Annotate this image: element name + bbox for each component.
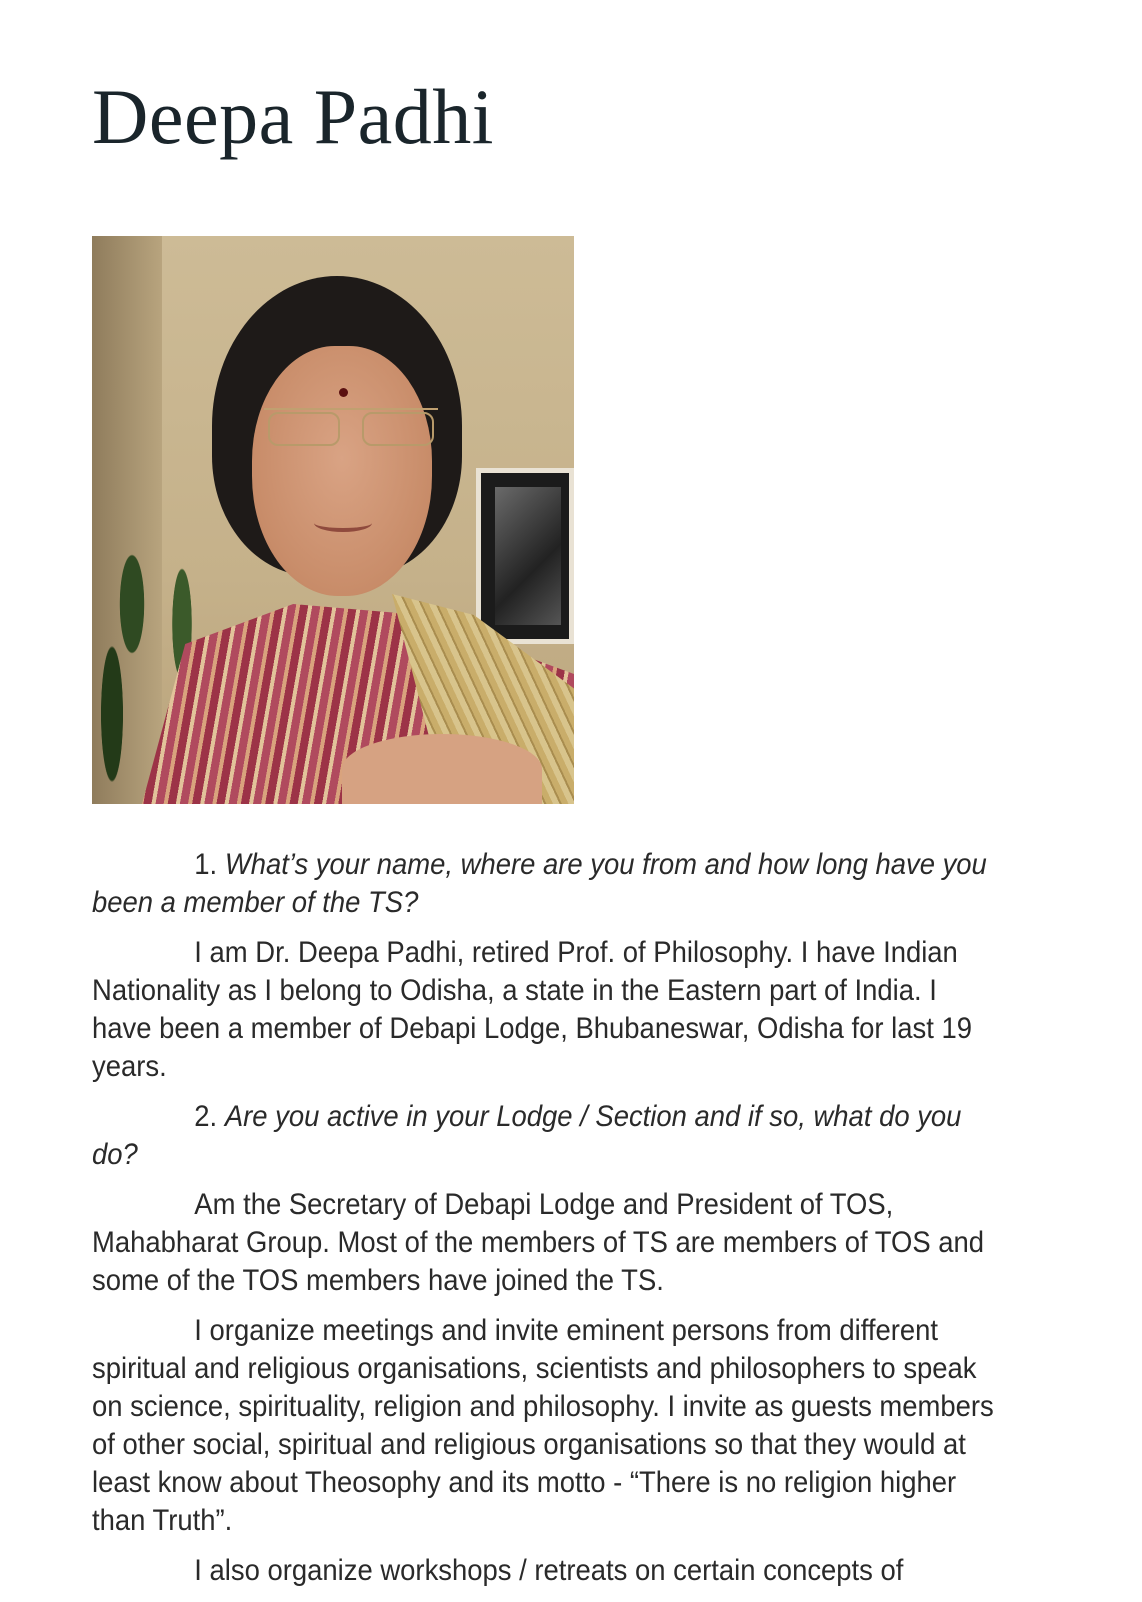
photo-face — [252, 346, 432, 596]
answer-2-paragraph-3: I also organize workshops / retreats on certain concepts of — [194, 1554, 904, 1587]
answer-2-paragraph-2: I organize meetings and invite eminent persons from different spiritual and religious organisations, scientists and philosophers to speak on science, spirituality, religion and philosophy. I invite as guests members of other social, spiritual and religious organisations so that they would at least know about Theosophy and its motto - “There is no religion higher than Truth”. — [92, 1314, 994, 1537]
photo-glasses — [264, 408, 438, 450]
question-1 — [92, 846, 994, 922]
photo-arm — [342, 734, 542, 804]
photo-mouth — [314, 514, 372, 532]
portrait-photo — [92, 236, 574, 804]
photo-bindi — [339, 388, 348, 397]
page-title: Deepa Padhi — [92, 73, 494, 160]
question-1-number: 1. — [194, 848, 218, 881]
question-2-number: 2. — [194, 1100, 218, 1133]
question-1-text: What’s your name, where are you from and how long have you been a member of the TS? — [92, 848, 987, 919]
question-2 — [92, 1098, 994, 1174]
question-2-text: Are you active in your Lodge / Section and if so, what do you do? — [92, 1100, 962, 1171]
answer-2-paragraph-1: Am the Secretary of Debapi Lodge and President of TOS, Mahabharat Group. Most of the members of TS are members of TOS and some of the TOS members have joined the TS. — [92, 1188, 985, 1297]
photo-picture-frame — [476, 468, 574, 644]
answer-1: I am Dr. Deepa Padhi, retired Prof. of Philosophy. I have Indian Nationality as I belong to Odisha, a state in the Eastern part of India. I have been a member of Debapi Lodge, Bhubaneswar, Odisha for last 19 years. — [92, 936, 973, 1083]
interview-text — [92, 846, 994, 1602]
